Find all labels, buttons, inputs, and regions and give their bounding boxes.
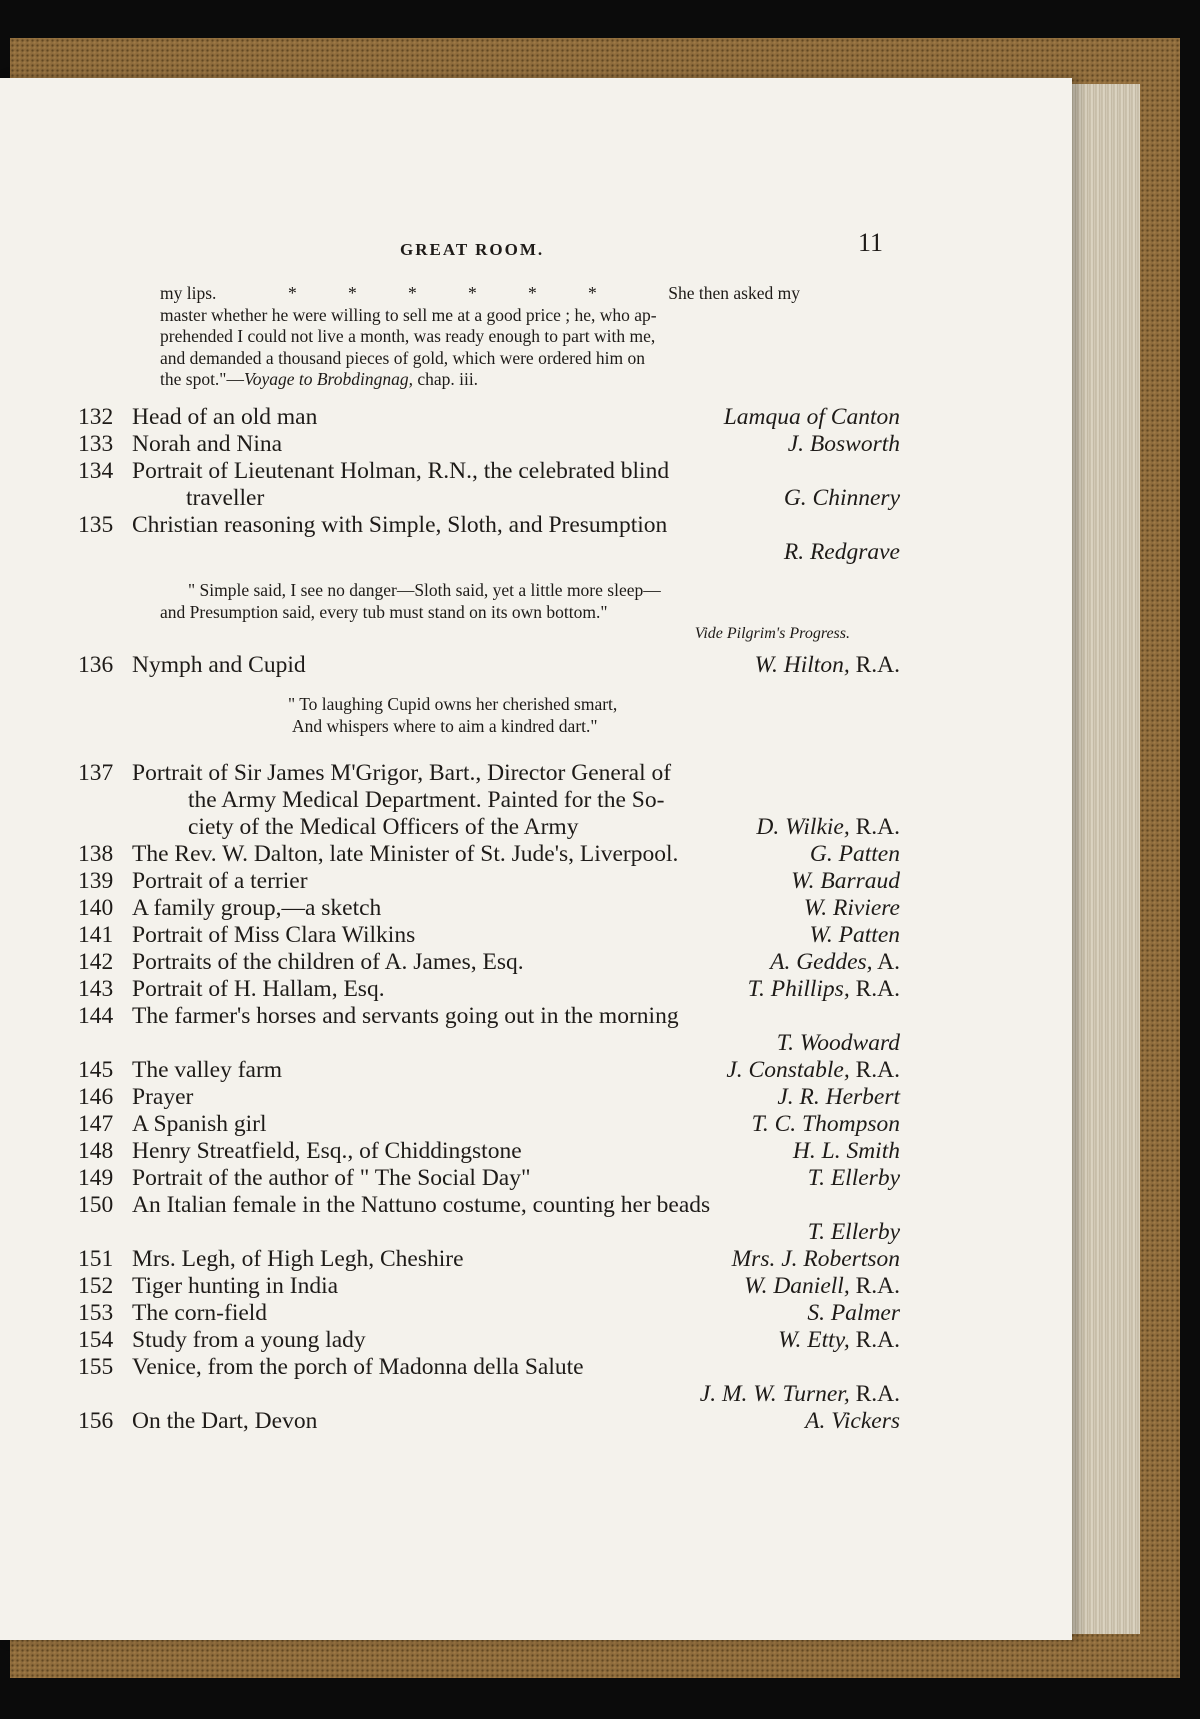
catalogue-entry: 144 The farmer's horses and servants going out in the morning — [78, 1003, 679, 1029]
catalogue-entry: 137 Portrait of Sir James M'Grigor, Bart., Director General of — [78, 760, 672, 786]
catalogue-entry: 146 Prayer J. R. Herbert — [78, 1084, 900, 1110]
catalogue-entry: 141 Portrait of Miss Clara Wilkins W. Patten — [78, 922, 900, 948]
catalogue-entry: 155 Venice, from the porch of Madonna della Salute — [78, 1354, 584, 1380]
quote-line: master whether he were willing to sell me at a good price ; he, who ap- — [160, 304, 657, 325]
catalogue-entry-continuation: T. Woodward — [776, 1030, 900, 1056]
catalogue-entry: 132 Head of an old man Lamqua of Canton — [78, 404, 900, 430]
quote-cupid — [288, 694, 808, 737]
quote-line: my lips. * * * * * * She then asked my — [160, 283, 800, 303]
quote-line: and demanded a thousand pieces of gold, which were ordered him on — [160, 347, 645, 368]
catalogue-entry: 140 A family group,—a sketch W. Riviere — [78, 895, 900, 921]
catalogue-entry: 139 Portrait of a terrier W. Barraud — [78, 868, 900, 894]
quote-line: and Presumption said, every tub must stand on its own bottom." — [160, 601, 608, 622]
quote-line: prehended I could not live a month, was ready enough to part with me, — [160, 326, 656, 346]
catalogue-entry: 136 Nymph and Cupid W. Hilton, R.A. — [78, 652, 900, 678]
running-header: GREAT ROOM. — [400, 240, 545, 259]
quote-line: And whispers where to aim a kindred dart." — [292, 715, 598, 736]
catalogue-entry: 135 Christian reasoning with Simple, Sloth, and Presumption — [78, 512, 668, 538]
catalogue-entries — [78, 760, 900, 1435]
quote-line: " To laughing Cupid owns her cherished smart, — [288, 694, 618, 714]
catalogue-entry: 154 Study from a young lady W. Etty, R.A. — [78, 1327, 900, 1353]
quote-brobdingnag — [160, 283, 800, 391]
asterisks: * * * * * * — [287, 283, 597, 303]
catalogue-entry: 143 Portrait of H. Hallam, Esq. T. Phillips, R.A. — [78, 976, 900, 1002]
catalogue-entry-continuation: traveller G. Chinnery — [186, 485, 900, 511]
catalogue-entry: 147 A Spanish girl T. C. Thompson — [78, 1111, 900, 1137]
catalogue-entry: 134 Portrait of Lieutenant Holman, R.N., the celebrated blind — [78, 458, 670, 484]
quote-pilgrims-progress — [160, 580, 850, 645]
catalogue-entry: 149 Portrait of the author of " The Social Day" T. Ellerby — [78, 1165, 900, 1191]
catalogue-entry-continuation: J. M. W. Turner, R.A. — [699, 1381, 900, 1407]
catalogue-entry: 148 Henry Streatfield, Esq., of Chiddingstone H. L. Smith — [78, 1138, 900, 1164]
catalogue-entries — [78, 652, 900, 679]
catalogue-entry: 142 Portraits of the children of A. James, Esq. A. Geddes, A. — [78, 949, 900, 975]
quote-source: Vide Pilgrim's Progress. — [694, 625, 850, 642]
quote-line: the spot."—Voyage to Brobdingnag, chap. iii. — [160, 369, 479, 389]
catalogue-entry-continuation: ciety of the Medical Officers of the Army D. Wilkie, R.A. — [188, 814, 900, 840]
catalogue-entry: 150 An Italian female in the Nattuno costume, counting her beads — [78, 1192, 711, 1218]
catalogue-entry: 151 Mrs. Legh, of High Legh, Cheshire Mrs. J. Robertson — [78, 1246, 900, 1272]
catalogue-entries — [78, 404, 900, 566]
catalogue-entry: 152 Tiger hunting in India W. Daniell, R.A. — [78, 1273, 900, 1299]
catalogue-entry: 133 Norah and Nina J. Bosworth — [78, 431, 900, 457]
catalogue-entry-continuation: T. Ellerby — [807, 1219, 900, 1245]
catalogue-entry-continuation: R. Redgrave — [783, 539, 900, 565]
catalogue-entry: 153 The corn-field S. Palmer — [78, 1300, 900, 1326]
quote-line: " Simple said, I see no danger—Sloth said, yet a little more sleep— — [188, 580, 661, 600]
catalogue-entry: 156 On the Dart, Devon A. Vickers — [78, 1408, 900, 1434]
page-number: 11 — [858, 228, 884, 257]
catalogue-entry: 145 The valley farm J. Constable, R.A. — [78, 1057, 900, 1083]
catalogue-entry-continuation: the Army Medical Department. Painted for the So- — [188, 787, 665, 813]
catalogue-entry: 138 The Rev. W. Dalton, late Minister of St. Jude's, Liverpool. G. Patten — [78, 841, 900, 867]
